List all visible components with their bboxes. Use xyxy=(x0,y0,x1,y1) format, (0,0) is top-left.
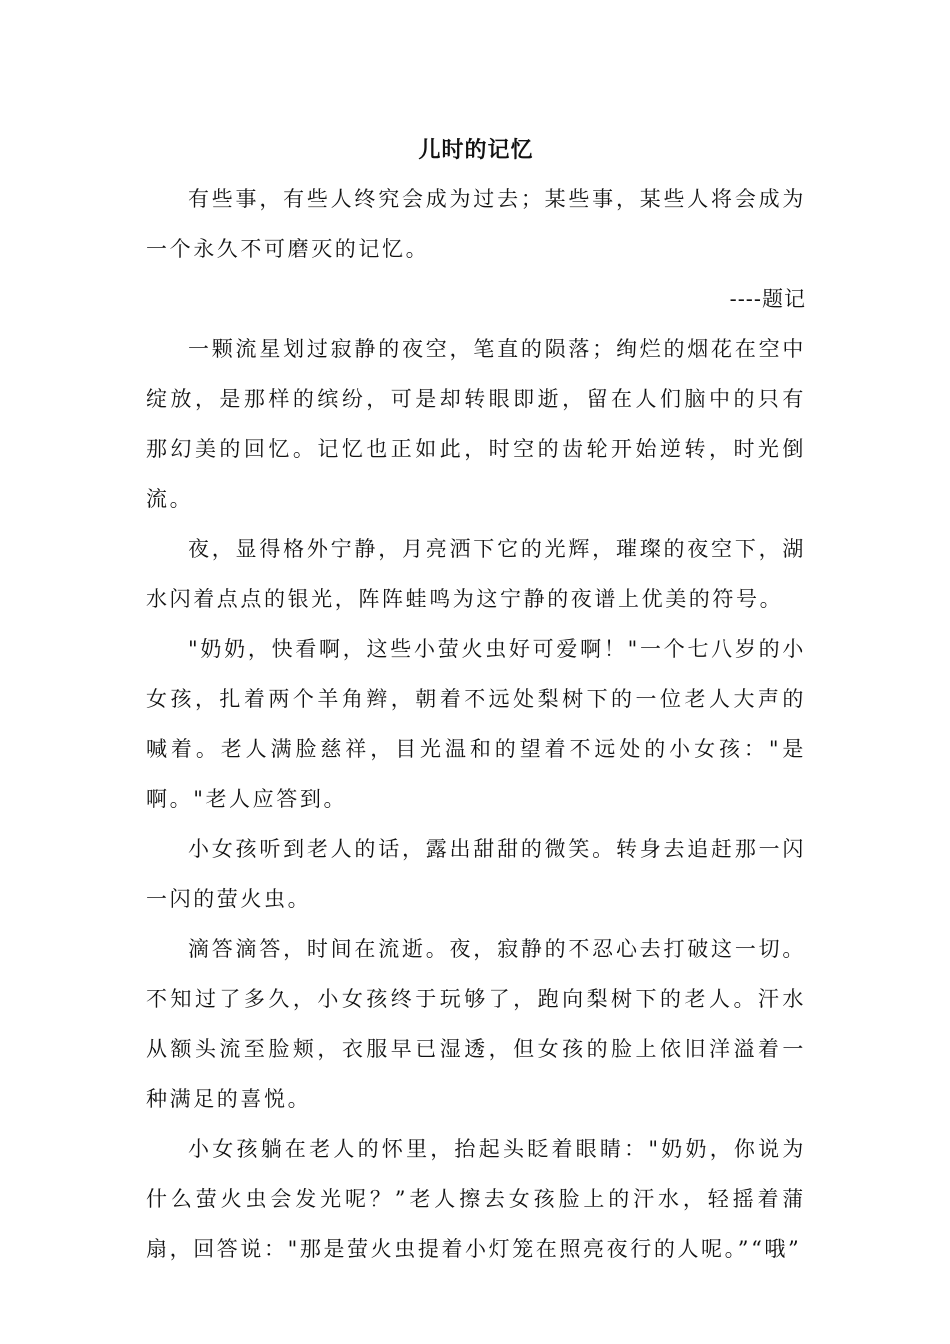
paragraph-5: 滴答滴答，时间在流逝。夜，寂静的不忍心去打破这一切。不知过了多久，小女孩终于玩够了，跑向梨树下的老人。汗水从额头流至脸颊，衣服早已湿透，但女孩的脸上依旧洋溢着一种满足的喜悦。 xyxy=(146,937,806,1111)
paragraph-2: 夜，显得格外宁静，月亮洒下它的光辉，璀璨的夜空下，湖水闪着点点的银光，阵阵蛙鸣为这宁静的夜谱上优美的符号。 xyxy=(146,537,806,611)
paragraph-4: 小女孩听到老人的话，露出甜甜的微笑。转身去追赶那一闪一闪的萤火虫。 xyxy=(146,837,806,911)
paragraph-6: 小女孩躺在老人的怀里，抬起头眨着眼睛："奶奶，你说为什么萤火虫会发光呢？”老人擦去女孩脸上的汗水，轻摇着蒲扇，回答说："那是萤火虫提着小灯笼在照亮夜行的人呢。”“哦” xyxy=(146,1137,806,1261)
epigraph: 有些事，有些人终究会成为过去；某些事，某些人将会成为一个永久不可磨灭的记忆。 xyxy=(146,187,806,261)
paragraph-1: 一颗流星划过寂静的夜空，笔直的陨落；绚烂的烟花在空中绽放，是那样的缤纷，可是却转眼即逝，留在人们脑中的只有那幻美的回忆。记忆也正如此，时空的齿轮开始逆转，时光倒流。 xyxy=(146,337,806,511)
paragraph-3: "奶奶，快看啊，这些小萤火虫好可爱啊！"一个七八岁的小女孩，扎着两个羊角辫，朝着不远处梨树下的一位老人大声的喊着。老人满脸慈祥，目光温和的望着不远处的小女孩："是啊。"老人应答到。 xyxy=(146,637,806,811)
document-title: 儿时的记忆 xyxy=(418,138,534,163)
epigraph-signature: ----题记 xyxy=(729,287,806,311)
document-page xyxy=(146,128,806,1274)
